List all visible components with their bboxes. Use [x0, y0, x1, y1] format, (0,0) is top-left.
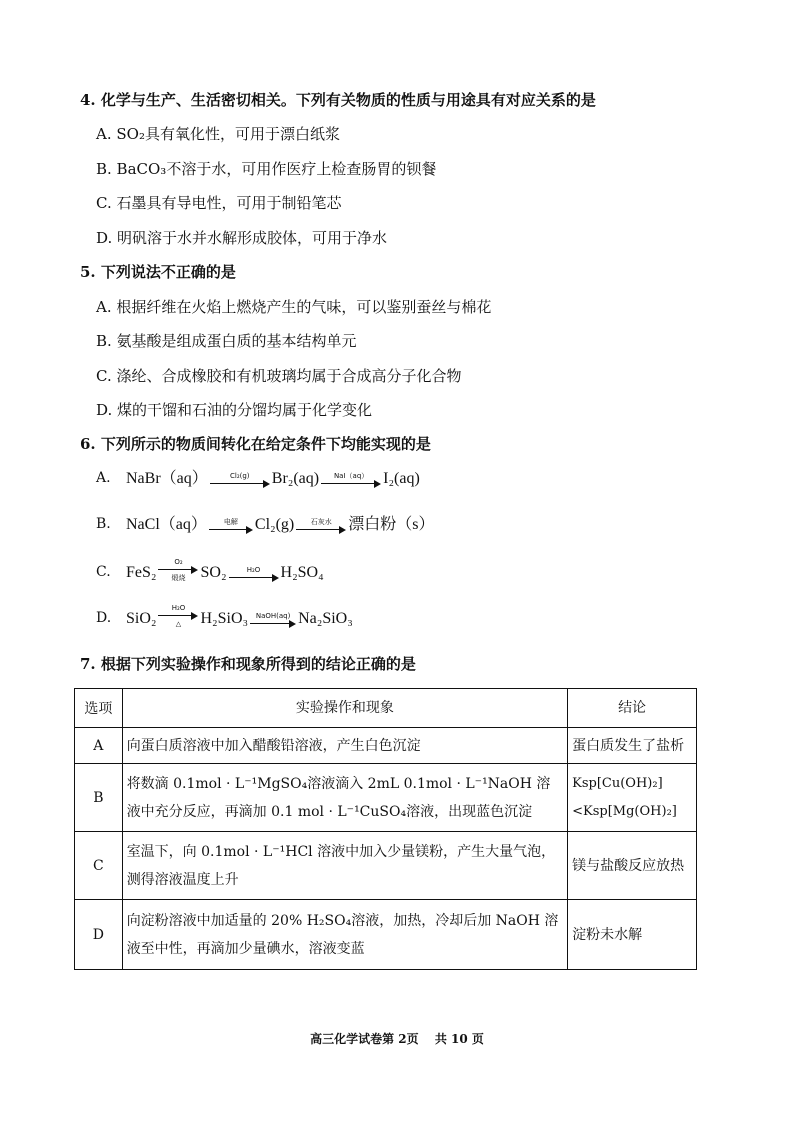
arrow-condition-above: 石灰水 [310, 518, 332, 526]
table-row [75, 728, 697, 764]
species: 漂白粉（s） [348, 516, 435, 533]
q5-option-a: A. 根据纤维在火焰上燃烧产生的气味，可以鉴别蚕丝与棉花 [96, 298, 492, 316]
footer-page-number: 高三化学试卷第 2页 [310, 1032, 419, 1046]
q6-option-c [96, 556, 324, 582]
q4-option-c: C. 石墨具有导电性，可用于制铅笔芯 [96, 194, 342, 212]
table-header-row [75, 689, 697, 728]
species: I₂(aq) [383, 470, 420, 487]
row-option: B [75, 764, 123, 832]
row-option: C [75, 832, 123, 900]
option-label: A. [96, 470, 111, 486]
reaction-arrow [158, 558, 198, 582]
q6-option-b [96, 508, 434, 534]
header-option: 选项 [75, 689, 123, 728]
reaction-arrow [229, 566, 279, 582]
row-operation: 向蛋白质溶液中加入醋酸铅溶液，产生白色沉淀 [122, 728, 567, 764]
q5-option-b: B. 氨基酸是组成蛋白质的基本结构单元 [96, 332, 357, 350]
table-row [75, 832, 697, 900]
arrow-condition-above: H₂O [171, 604, 186, 612]
species: NaCl（aq） [126, 516, 207, 533]
q4-stem: 4. 化学与生产、生活密切相关。下列有关物质的性质与用途具有对应关系的是 [80, 91, 596, 109]
row-conclusion: Ksp[Cu(OH)₂] <Ksp[Mg(OH)₂] [568, 764, 697, 832]
row-operation: 室温下，向 0.1mol · L⁻¹HCl 溶液中加入少量镁粉，产生大量气泡，测得溶液温度上升 [122, 832, 567, 900]
arrow-condition-below: 煅烧 [171, 574, 186, 582]
table-row [75, 764, 697, 832]
arrow-condition-above: O₂ [174, 558, 183, 566]
arrow-condition-above: H₂O [246, 566, 261, 574]
q4-option-a: A. SO₂具有氧化性，可用于漂白纸浆 [96, 125, 340, 143]
reaction-arrow [296, 518, 346, 534]
option-label: C. [96, 564, 111, 580]
species: H₂SO₄ [280, 564, 324, 581]
species: SO₂ [200, 564, 227, 581]
arrow-condition-below: △ [175, 620, 182, 628]
option-label: B. [96, 516, 111, 532]
reaction-arrow [158, 604, 198, 628]
species: H₂SiO₃ [200, 610, 249, 627]
row-option: A [75, 728, 123, 764]
q4-option-d: D. 明矾溶于水并水解形成胶体，可用于净水 [96, 229, 388, 247]
reaction-arrow [321, 472, 381, 488]
q6-option-d [96, 602, 353, 628]
q4-option-b: B. BaCO₃不溶于水，可用作医疗上检查肠胃的钡餐 [96, 160, 437, 178]
table-row [75, 900, 697, 970]
species: Na₂SiO₃ [298, 610, 353, 627]
row-conclusion: 蛋白质发生了盐析 [568, 728, 697, 764]
q6-stem: 6. 下列所示的物质间转化在给定条件下均能实现的是 [80, 435, 431, 453]
reaction-arrow [210, 472, 270, 488]
q5-stem: 5. 下列说法不正确的是 [80, 263, 236, 281]
arrow-condition-above: Cl₂(g) [229, 472, 250, 480]
arrow-condition-above: 电解 [223, 518, 238, 526]
row-conclusion: 镁与盐酸反应放热 [568, 832, 697, 900]
species: FeS₂ [126, 564, 157, 581]
page-footer [0, 1030, 794, 1047]
species: SiO₂ [126, 610, 157, 627]
q7-stem: 7. 根据下列实验操作和现象所得到的结论正确的是 [80, 655, 416, 673]
arrow-condition-above: NaI（aq） [333, 472, 369, 480]
reaction-arrow [250, 612, 296, 628]
footer-total-pages: 共 10 页 [434, 1032, 484, 1046]
q6-option-a [96, 462, 420, 488]
species: Cl₂(g) [254, 516, 295, 533]
row-conclusion: 淀粉未水解 [568, 900, 697, 970]
arrow-condition-above: NaOH(aq) [255, 612, 291, 620]
header-operation: 实验操作和现象 [122, 689, 567, 728]
q5-option-d: D. 煤的干馏和石油的分馏均属于化学变化 [96, 401, 373, 419]
q5-option-c: C. 涤纶、合成橡胶和有机玻璃均属于合成高分子化合物 [96, 367, 462, 385]
reaction-arrow [209, 518, 253, 534]
experiment-table [74, 688, 697, 970]
row-operation: 将数滴 0.1mol · L⁻¹MgSO₄溶液滴入 2mL 0.1mol · L⁻¹NaOH 溶液中充分反应，再滴加 0.1 mol · L⁻¹CuSO₄溶液，出现蓝色沉淀 [122, 764, 567, 832]
species: NaBr（aq） [126, 470, 208, 487]
row-option: D [75, 900, 123, 970]
header-conclusion: 结论 [568, 689, 697, 728]
row-operation: 向淀粉溶液中加适量的 20% H₂SO₄溶液，加热，冷却后加 NaOH 溶液至中性，再滴加少量碘水，溶液变蓝 [122, 900, 567, 970]
species: Br₂(aq) [271, 470, 320, 487]
option-label: D. [96, 610, 112, 626]
